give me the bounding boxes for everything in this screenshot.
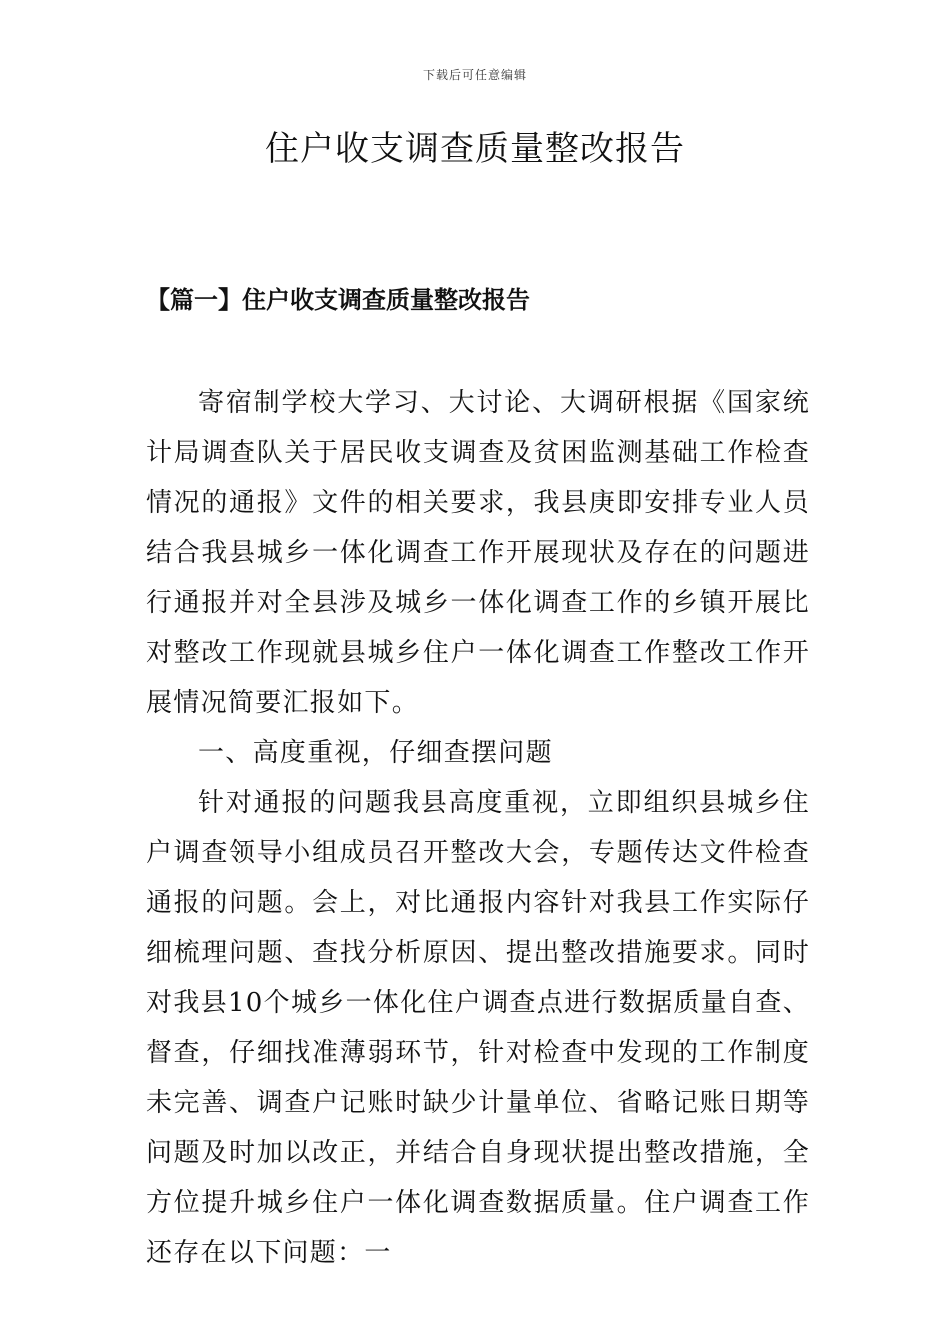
header-note: 下载后可任意编辑 bbox=[422, 68, 527, 82]
document-title: 住户收支调查质量整改报告 bbox=[265, 129, 685, 169]
section-heading: 【篇一】住户收支调查质量整改报告 bbox=[146, 285, 530, 314]
paragraph-intro: 寄宿制学校大学习、大讨论、大调研根据《国家统计局调查队关于居民收支调查及贫困监测基础工作检查情况的通报》文件的相关要求，我县庚即安排专业人员结合我县城乡一体化调查工作开展现状及存在的问题进行通报并对全县涉及城乡一体化调查工作的乡镇开展比对整改工作现就县城乡住户一体化调查工作整改工作开展情况简要汇报如下。 bbox=[146, 388, 810, 718]
subheading-one: 一、高度重视，仔细查摆问题 bbox=[198, 738, 553, 768]
document-body bbox=[146, 378, 810, 1278]
paragraph-measures: 针对通报的问题我县高度重视，立即组织县城乡住户调查领导小组成员召开整改大会，专题传达文件检查通报的问题。会上，对比通报内容针对我县工作实际仔细梳理问题、查找分析原因、提出整改措施要求。同时对我县10个城乡一体化住户调查点进行数据质量自查、督查，仔细找准薄弱环节，针对检查中发现的工作制度未完善、调查户记账时缺少计量单位、省略记账日期等问题及时加以改正，并结合自身现状提出整改措施，全方位提升城乡住户一体化调查数据质量。住户调查工作还存在以下问题：一 bbox=[146, 788, 810, 1268]
